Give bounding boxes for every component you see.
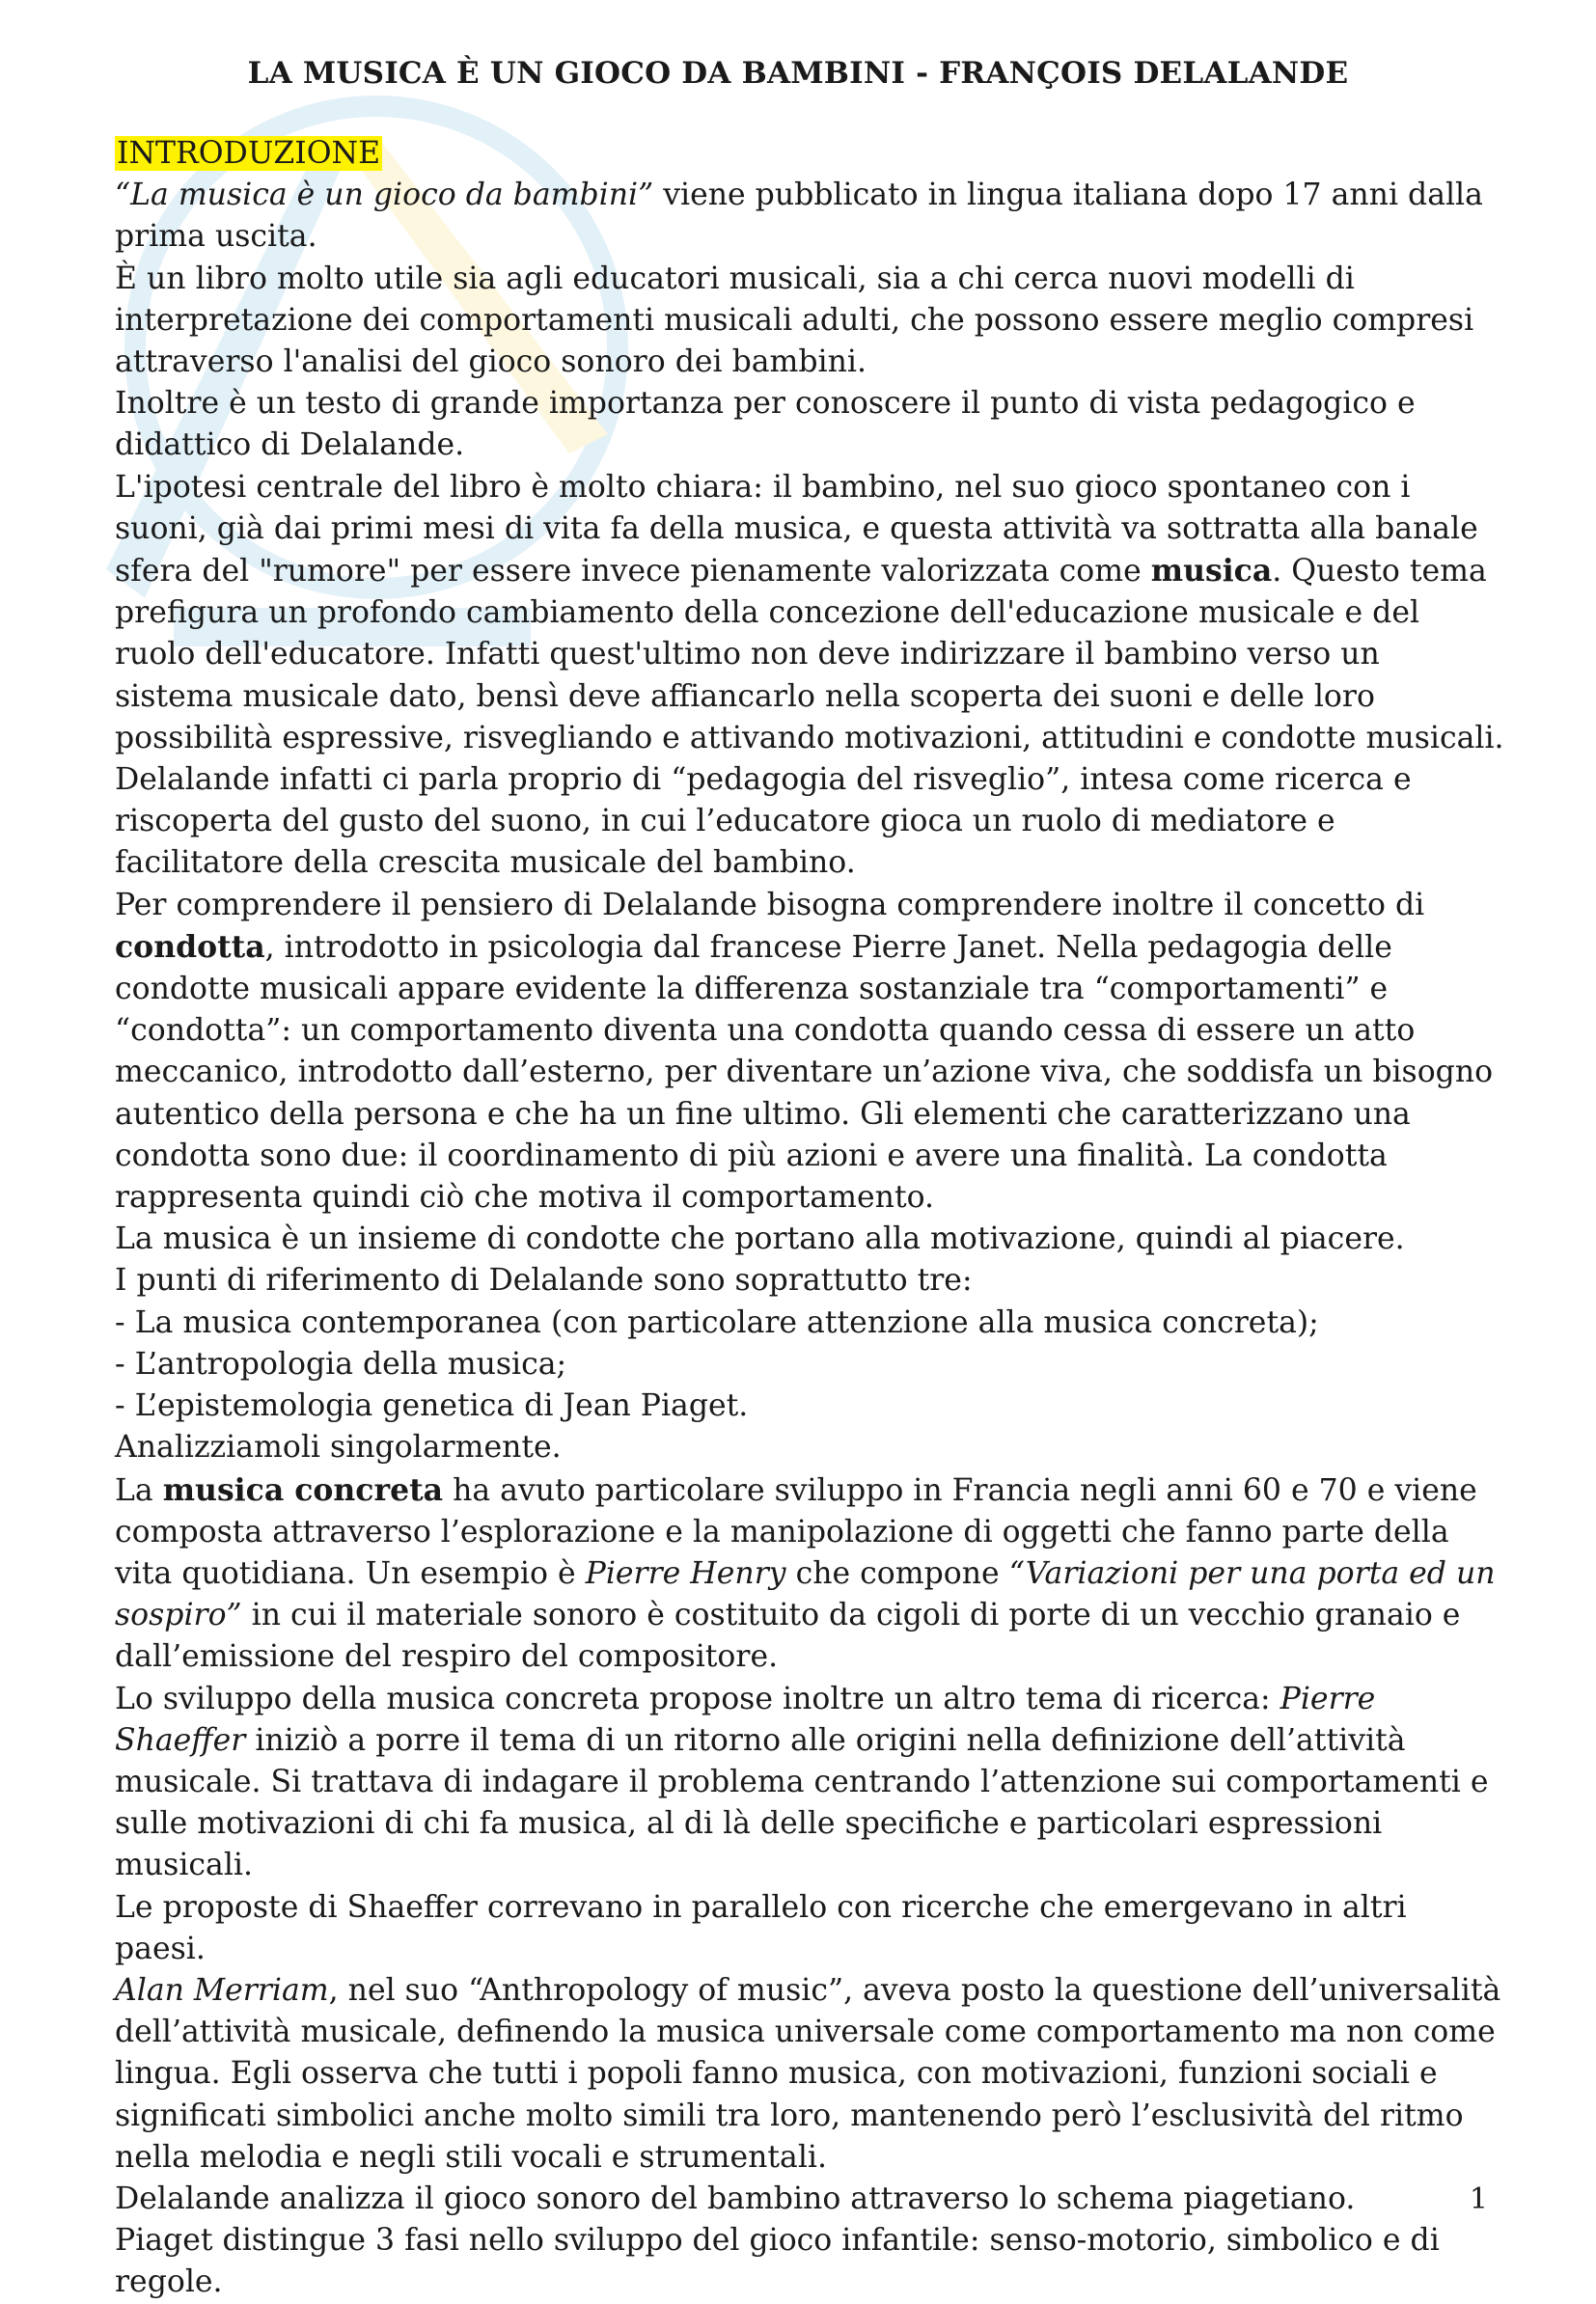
term-condotta: condotta xyxy=(115,928,265,965)
paragraph-9-text-b: ha avuto particolare sviluppo in Francia negli anni 60 e 70 e viene composta attraverso l’esplorazione e la manipolazione di oggetti che fanno parte della vita quotidiana. Un esempio è xyxy=(115,1472,1477,1591)
document-title: LA MUSICA È UN GIOCO DA BAMBINI - FRANÇOIS DELALANDE xyxy=(247,56,1349,91)
work-title: “Variazioni per una porta ed un sospiro” xyxy=(115,1555,1496,1633)
paragraph-10-text-a: Lo sviluppo della musica concreta propose inoltre un altro tema di ricerca: xyxy=(115,1681,1280,1716)
paragraph-11: Le proposte di Shaeffer correvano in parallelo con ricerche che emergevano in altri paesi. xyxy=(115,1889,1407,1966)
list-item: - L’epistemologia genetica di Jean Piaget. xyxy=(115,1388,749,1424)
paragraph-4 xyxy=(115,467,1504,885)
term-musica: musica xyxy=(1150,553,1273,590)
paragraph-9-text-a: La xyxy=(115,1472,163,1508)
name-pierre-shaeffer: Pierre Shaeffer xyxy=(115,1681,1376,1758)
list-item: - L’antropologia della musica; xyxy=(115,1346,567,1382)
paragraph-1 xyxy=(115,175,1504,258)
page-number: 1 xyxy=(1469,2182,1488,2216)
paragraph-10-text-b: iniziò a porre il tema di un ritorno alle origini nella definizione dell’attività musicale. Si trattava di indagare il problema centrando l’attenzione sui comportamenti e sulle motivazioni di chi fa musica, al di là delle specifiche e particolari espressioni musicali. xyxy=(115,1722,1489,1883)
paragraph-8: Analizziamoli singolarmente. xyxy=(115,1430,562,1466)
paragraph-9-text-c: che compone xyxy=(785,1555,1009,1591)
name-pierre-henry: Pierre Henry xyxy=(585,1555,786,1591)
term-musica-concreta: musica concreta xyxy=(162,1471,444,1508)
paragraph-12 xyxy=(115,1970,1504,2179)
paragraph-9-text-d: in cui il materiale sonoro è costituito da cigoli di porte di un vecchio granaio e dall’emissione del respiro del compositore. xyxy=(115,1598,1461,1675)
paragraph-5-text-b: , introdotto in psicologia dal francese Pierre Janet. Nella pedagogia delle condotte musicali appare evidente la differenza sostanziale tra “comportamenti” e “condotta”: un comportamento diventa una condotta quando cessa di essere un atto meccanico, introdotto dall’esterno, per diventare un’azione viva, che soddisfa un bisogno autentico della persona e che ha un fine ultimo. Gli elementi che caratterizzano una condotta sono due: il coordinamento di più azioni e avere una finalità. La condotta rappresenta quindi ciò che motiva il comportamento. xyxy=(115,929,1494,1216)
paragraph-6: La musica è un insieme di condotte che portano alla motivazione, quindi al piacere. xyxy=(115,1221,1405,1257)
highlighted-heading: INTRODUZIONE xyxy=(117,136,381,171)
paragraph-4-text-a: L'ipotesi centrale del libro è molto chiara: il bambino, nel suo gioco spontaneo con i suoni, già dai primi mesi di vita fa della musica, e questa attività va sottratta alla banale sfera del "rumore" per essere invece pienamente valorizzata come xyxy=(115,469,1478,590)
paragraph-14: Piaget distingue 3 fasi nello sviluppo del gioco infantile: senso-motorio, simbolico e di regole. xyxy=(115,2223,1440,2300)
name-alan-merriam: Alan Merriam xyxy=(115,1972,329,2008)
paragraph-3: Inoltre è un testo di grande importanza per conoscere il punto di vista pedagogico e didattico di Delalande. xyxy=(115,386,1416,463)
paragraph-4-text-b: . Questo tema prefigura un profondo cambiamento della concezione dell'educazione musicale e del ruolo dell'educatore. Infatti quest'ultimo non deve indirizzare il bambino verso un sistema musicale dato, bensì deve affiancarlo nella scoperta dei suoni e delle loro possibilità espressive, risvegliando e attivando motivazioni, attitudini e condotte musicali. Delalande infatti ci parla proprio di “pedagogia del risveglio”, intesa come ricerca e riscoperta del gusto del suono, in cui l’educatore gioca un ruolo di mediatore e facilitatore della crescita musicale del bambino. xyxy=(115,554,1504,881)
paragraph-7: I punti di riferimento di Delalande sono soprattutto tre: xyxy=(115,1263,973,1299)
book-title-italic: “La musica è un gioco da bambini” xyxy=(115,178,654,213)
section-heading xyxy=(115,133,1504,175)
paragraph-12-text: , nel suo “Anthropology of music”, aveva posto la questione dell’universalità dell’attività musicale, definendo la musica universale come comportamento ma non come lingua. Egli osserva che tutti i popoli fanno musica, con motivazioni, funzioni sociali e significati simbolici anche molto simili tra loro, mantenendo però l’esclusività del ritmo nella melodia e negli stili vocali e strumentali. xyxy=(115,1972,1501,2175)
list-item: - La musica contemporanea (con particolare attenzione alla musica concreta); xyxy=(115,1304,1319,1340)
paragraph-5-text-a: Per comprendere il pensiero di Delalande bisogna comprendere inoltre il concetto di xyxy=(115,887,1425,922)
paragraph-5 xyxy=(115,885,1504,1220)
paragraph-2: È un libro molto utile sia agli educatori musicali, sia a chi cerca nuovi modelli di interpretazione dei comportamenti musicali adulti, che possono essere meglio compresi attraverso l'analisi del gioco sonoro dei bambini. xyxy=(115,261,1474,380)
paragraph-1-text: viene pubblicato in lingua italiana dopo 17 anni dalla prima uscita. xyxy=(115,178,1483,255)
paragraph-9 xyxy=(115,1469,1504,1679)
document-body xyxy=(115,133,1504,2304)
paragraph-10 xyxy=(115,1679,1504,1887)
paragraph-13: Delalande analizza il gioco sonoro del bambino attraverso lo schema piagetiano. xyxy=(115,2181,1356,2216)
